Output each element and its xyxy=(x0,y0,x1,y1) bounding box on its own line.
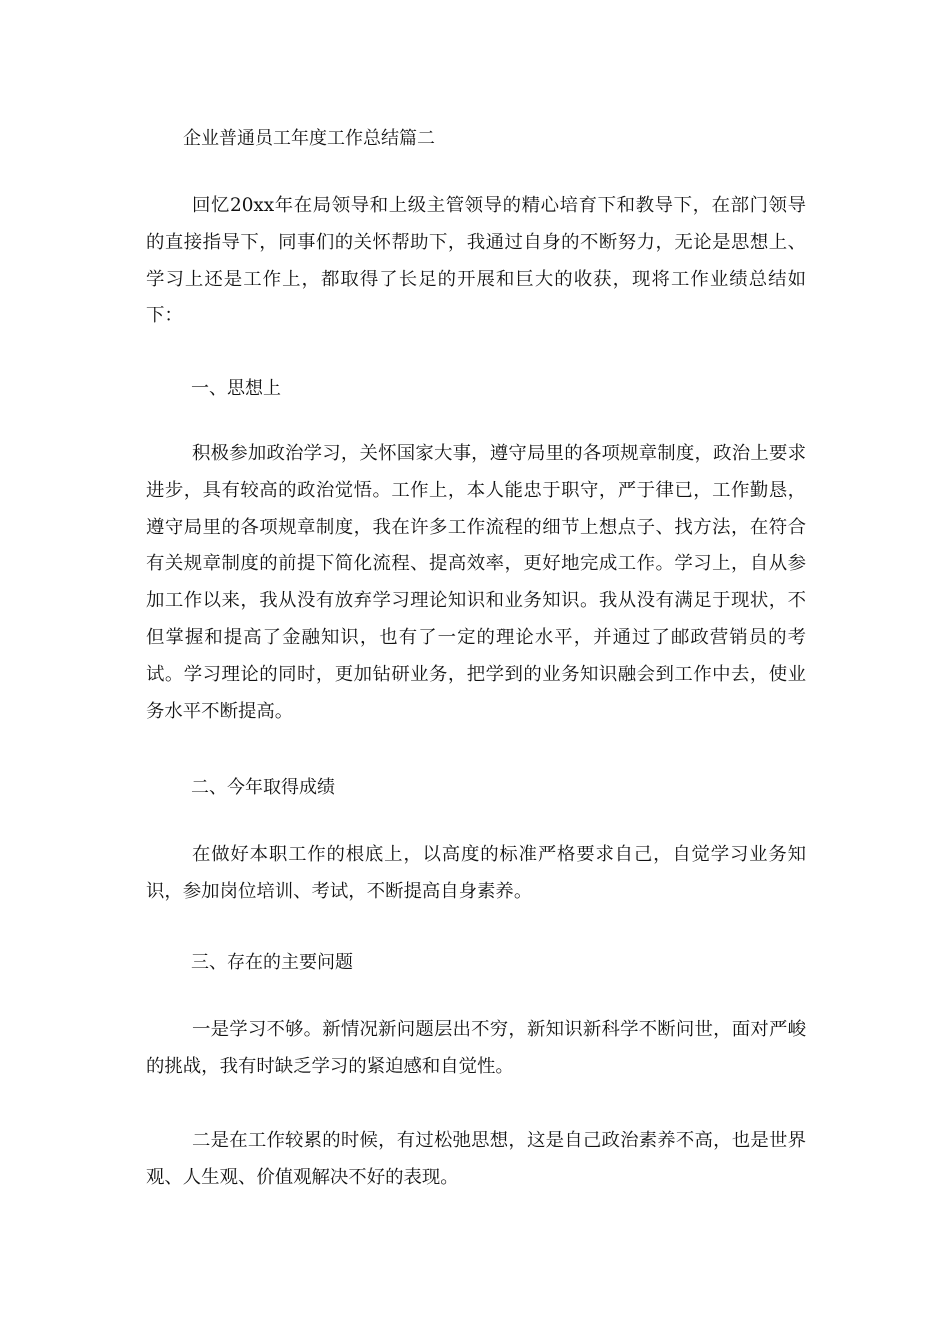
document-title: 企业普通员工年度工作总结篇二 xyxy=(183,128,435,149)
section-problems-paragraph-1: 一是学习不够。新情况新问题层出不穷，新知识新科学不断问世，面对严峻的挑战，我有时缺乏学习的紧迫感和自觉性。 xyxy=(146,1019,806,1077)
section-problems-paragraph-2: 二是在工作较累的时候，有过松弛思想，这是自己政治素养不高，也是世界观、人生观、价值观解决不好的表现。 xyxy=(146,1130,806,1188)
section-thought-paragraph: 积极参加政治学习，关怀国家大事，遵守局里的各项规章制度，政治上要求进步，具有较高的政治觉悟。工作上，本人能忠于职守，严于律已，工作勤恳，遵守局里的各项规章制度，我在许多工作流程的细节上想点子、找方法，在符合有关规章制度的前提下简化流程、提高效率，更好地完成工作。学习上，自从参加工作以来，我从没有放弃学习理论知识和业务知识。我从没有满足于现状，不但掌握和提高了金融知识，也有了一定的理论水平，并通过了邮政营销员的考试。学习理论的同时，更加钻研业务，把学到的业务知识融会到工作中去，使业务水平不断提高。 xyxy=(146,443,806,722)
section-achievements-paragraph: 在做好本职工作的根底上，以高度的标准严格要求自己，自觉学习业务知识，参加岗位培训、考试，不断提高自身素养。 xyxy=(146,844,806,902)
section-heading-achievements: 二、今年取得成绩 xyxy=(191,777,335,798)
section-heading-problems: 三、存在的主要问题 xyxy=(191,952,353,973)
intro-paragraph: 回忆20xx年在局领导和上级主管领导的精心培育下和教导下，在部门领导的直接指导下，同事们的关怀帮助下，我通过自身的不断努力，无论是思想上、学习上还是工作上，都取得了长足的开展和巨大的收获，现将工作业绩总结如下： xyxy=(146,195,806,327)
section-heading-thought: 一、思想上 xyxy=(191,378,281,399)
